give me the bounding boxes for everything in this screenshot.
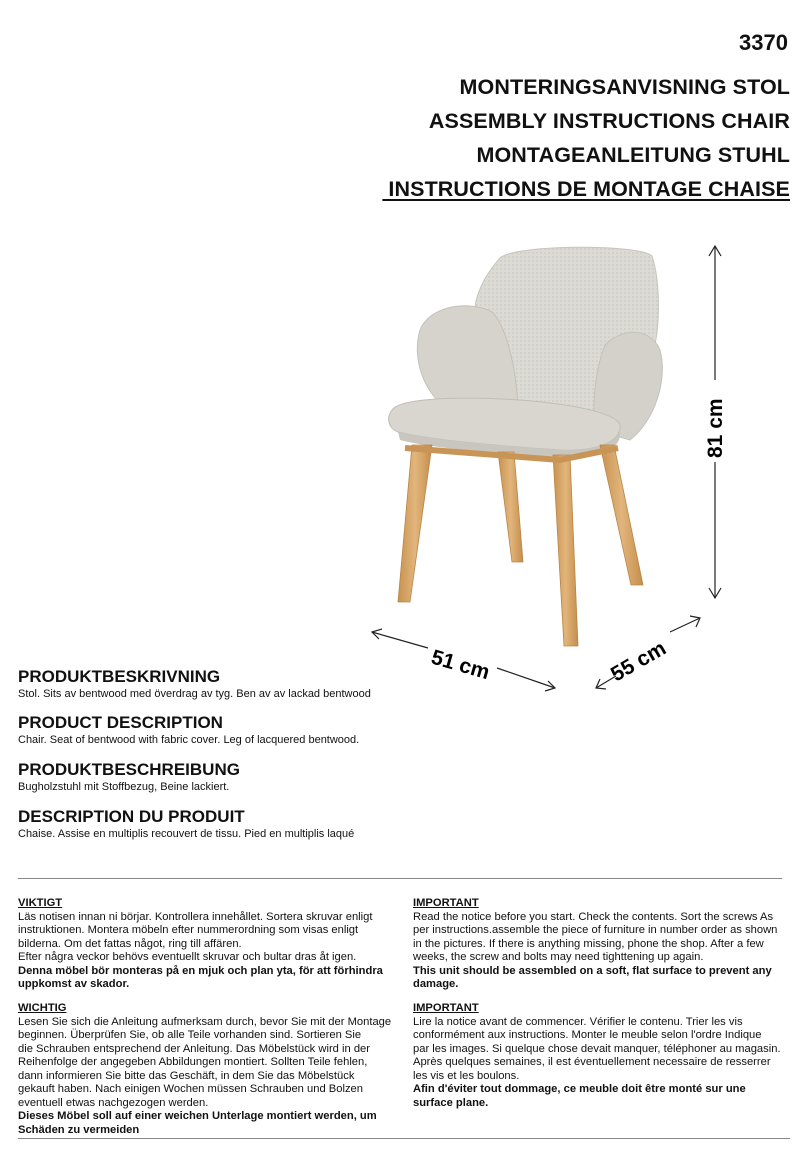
title-swedish: MONTERINGSANVISNING STOL	[459, 75, 790, 99]
notice-english	[413, 897, 798, 992]
notice-bold-line: damage.	[413, 978, 459, 990]
description-english	[18, 713, 359, 747]
notice-line: Après quelques semaines, il est éventuellement necessaire de resserrer	[413, 1056, 771, 1068]
notice-line: weeks, the screw and bolts may need tighttening up again.	[413, 951, 704, 963]
depth-label: 55 cm	[607, 636, 671, 687]
description-text: Stol. Sits av bentwood med överdrag av tyg. Ben av av lackad bentwood	[18, 688, 371, 700]
notice-line: in the pictures. If there is anything missing, phone the shop. After a few	[413, 937, 764, 950]
notice-line: gekauft haben. Nach einigen Wochen müssen Schrauben und Bolzen	[18, 1083, 363, 1095]
notice-bold-line: uppkomst av skador.	[18, 978, 130, 990]
notice-line: beginnen. Überprüfen Sie, ob alle Teile vorhanden sind. Sortieren Sie	[18, 1029, 362, 1041]
description-text: Bugholzstuhl mit Stoffbezug, Beine lackiert.	[18, 781, 230, 793]
notice-french	[413, 1002, 798, 1110]
chair-legs	[398, 445, 643, 646]
description-french	[18, 807, 354, 841]
document-number: 3370	[739, 30, 788, 55]
height-label: 81 cm	[704, 398, 727, 458]
notice-line: par les images. Si quelque chose devait manquer, téléphoner au magasin.	[413, 1042, 781, 1055]
title-french: INSTRUCTIONS DE MONTAGE CHAISE	[382, 177, 790, 201]
description-text: Chaise. Assise en multiplis recouvert de tissu. Pied en multiplis laqué	[18, 828, 355, 840]
divider-top	[18, 878, 782, 879]
notice-line: bilderna. Om det fattas något, ring till affären.	[18, 937, 242, 950]
description-swedish	[18, 667, 371, 701]
notice-line: Reihenfolge der angegeben Abbildungen montiert. Sollten Teile fehlen,	[18, 1056, 368, 1068]
notice-german	[18, 1002, 408, 1137]
notice-line: per instructions.assemble the piece of furniture in number order as shown	[413, 924, 778, 936]
description-german	[18, 760, 240, 794]
description-text: Chair. Seat of bentwood with fabric cover. Leg of lacquered bentwood.	[18, 734, 360, 746]
notice-line: instruktionen. Montera möbeln efter nummerordning som visas enligt	[18, 924, 359, 936]
description-heading: PRODUCT DESCRIPTION	[18, 713, 223, 732]
notice-heading: WICHTIG	[18, 1002, 67, 1014]
description-heading: PRODUKTBESCHREIBUNG	[18, 760, 240, 779]
notice-line: Lire la notice avant de commencer. Vérifier le contenu. Trier les vis	[413, 1015, 743, 1028]
notice-line: Lesen Sie sich die Anleitung aufmerksam durch, bevor Sie mit der Montage	[18, 1015, 392, 1028]
notice-line: dann informieren Sie bitte das Geschäft, in dem Sie das Möbelstück	[18, 1069, 355, 1082]
divider-bottom	[18, 1138, 790, 1139]
notice-line: Läs notisen innan ni börjar. Kontrollera innehållet. Sortera skruvar enligt	[18, 910, 373, 923]
notice-bold-line: surface plane.	[413, 1096, 489, 1109]
notice-line: conformément aux instructions. Monter le meuble selon l'ordre Indique	[413, 1029, 762, 1041]
notice-bold-line: Denna möbel bör monteras på en mjuk och plan yta, för att förhindra	[18, 964, 383, 977]
notice-heading: IMPORTANT	[413, 1002, 479, 1014]
description-heading: PRODUKTBESKRIVNING	[18, 667, 221, 686]
notice-heading: IMPORTANT	[413, 897, 479, 909]
notice-bold-line: Schäden zu vermeiden	[18, 1123, 140, 1136]
width-label: 51 cm	[428, 645, 493, 685]
notice-line: Efter några veckor behövs eventuellt skruvar och bultar dras åt igen.	[18, 951, 357, 963]
description-heading: DESCRIPTION DU PRODUIT	[18, 807, 245, 826]
title-english: ASSEMBLY INSTRUCTIONS CHAIR	[428, 109, 790, 133]
notice-line: Read the notice before you start. Check the contents. Sort the screws As	[413, 910, 774, 923]
notice-line: die Schrauben entsprechend der Anleitung. Das Möbelstück wird in der	[18, 1042, 370, 1055]
notice-bold-line: Dieses Möbel soll auf einer weichen Unterlage montiert werden, um	[18, 1110, 377, 1122]
notice-line: les vis et les boulons.	[413, 1069, 520, 1082]
notice-bold-line: This unit should be assembled on a soft, flat surface to prevent any	[413, 964, 772, 977]
notice-heading: VIKTIGT	[18, 897, 63, 909]
notice-swedish	[18, 897, 408, 992]
notice-line: eventuell etwas nachgezogen werden.	[18, 1096, 209, 1109]
notice-bold-line: Afin d'éviter tout dommage, ce meuble doit être monté sur une	[413, 1083, 746, 1095]
title-german: MONTAGEANLEITUNG STUHL	[476, 143, 790, 167]
